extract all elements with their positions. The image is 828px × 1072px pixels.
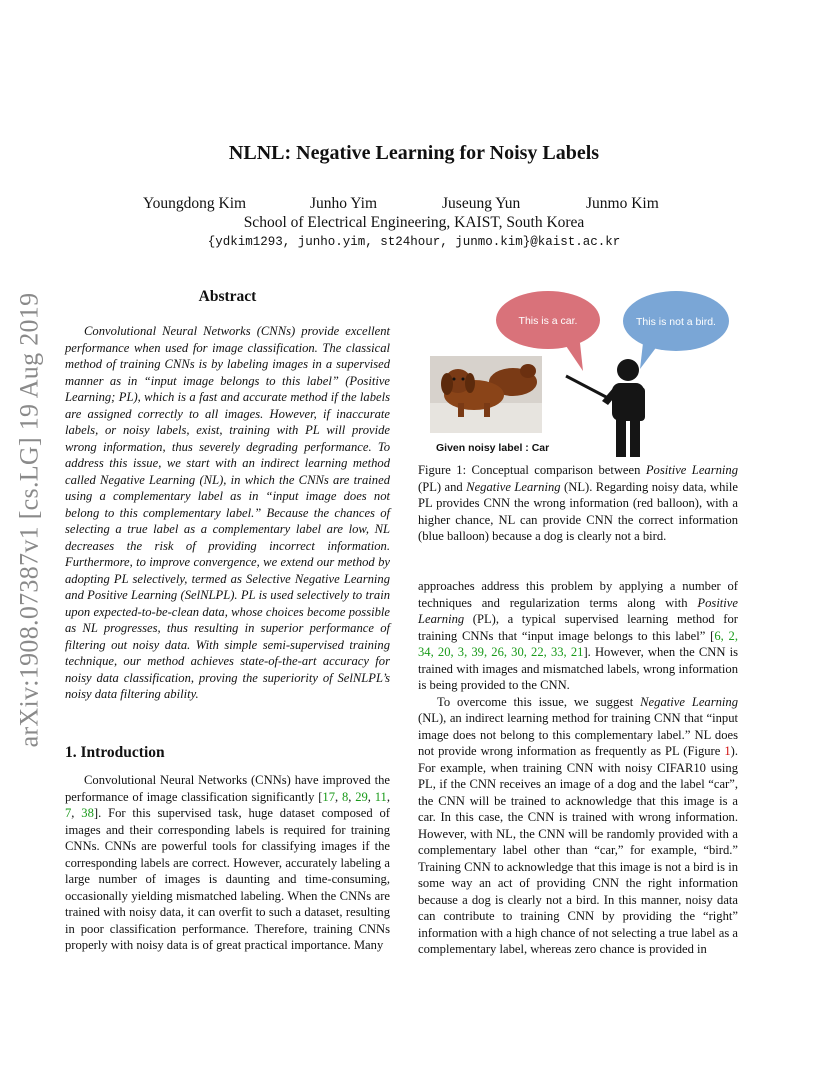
intro-paragraph-2: approaches address this problem by applying a number of techniques and regularization terms along with Positive Learning (PL), a typical supervised learning method for training CNNs that “input image belongs to this label” [6, 2, 34, 20, 3, 39, 26, 30, 22, 33, 21]. However, when the CNN is trained with images and mismatched labels, wrong information is being provided to the CNN. [418,579,739,692]
person-icon [602,359,645,457]
citation-link[interactable]: 7 [65,806,72,820]
red-balloon-text: This is a car. [518,315,578,327]
arxiv-watermark [8,283,50,757]
figure-1-caption: Figure 1: Conceptual comparison between Positive Learning (PL) and Negative Learning (NL). Regarding noisy data, while PL provides CNN the wrong information (red balloon), with a higher chance, NL can provide CNN the correct information (blue balloon) because a dog is clearly not a bird. [418,463,739,543]
citation-links[interactable]: 6, 2, 34, 20, 3, 39, 26, 30, 22, 33, 21 [418,628,738,659]
intro-paragraph-3: To overcome this issue, we suggest Negative Learning (NL), an indirect learning method for training CNN that “input image does not belong to this complementary label.” NL does not provide wrong information as frequently as PL (Figure 1). For example, when training CNN with noisy CIFAR10 using PL, if the CNN receives an image of a dog and the label “car”, the CNN will be trained to acknowledge that this image is a car. In this case, the CNN is trained with wrong information. However, with NL, the CNN will be randomly provided with a complementary label other than “car,” for example, “bird.” Training CNN to acknowledge that this image is not a bird is in some way an act of providing CNN the right information because a dog is clearly not a bird. In this manner, noisy data can contribute to training CNN by providing the “right” information with a high chance of not selecting a true label as a complementary label, whereas zero chance is provided in [418,694,738,956]
intro-body [65,772,390,954]
arxiv-watermark-text: arXiv:1908.07387v1 [cs.LG] 19 Aug 2019 [14,292,44,748]
figure-reference-link[interactable]: 1 [724,744,731,758]
abstract-body [65,323,390,703]
abstract-text: Convolutional Neural Networks (CNNs) provide excellent performance when used for image classification. The classical method of training CNNs is by labeling images in a supervised manner as in “input image belongs to this label” (Positive Learning; PL), which is a fast and accurate method if the labels are assigned correctly to all images. However, if inaccurate labels, or noisy labels, exist, training with PL will provide wrong information, thus severely degrading performance. To address this issue, we start with an indirect learning method called Negative Learning (NL), in which the CNNs are trained using a complementary label as in “input image does not belong to this complementary label.” Because the chances of selecting a true label as a complementary label are low, NL decreases the risk of providing incorrect information. Furthermore, to improve convergence, we extend our method by adopting PL selectively, termed as Selective Negative Learning and Positive Learning (SelNLPL). PL is used selectively to train upon expected-to-be-clean data, whose choices become possible as NL progresses, thus resulting in superior performance of filtering out noisy data. With simple semi-supervised training technique, our method achieves state-of-the-art accuracy for noisy data classification, proving the superiority of SelNLPL’s noisy data filtering ability. [65,324,390,701]
citation-link[interactable]: 29 [355,789,368,804]
citation-link[interactable]: 11 [374,789,387,804]
affiliation: School of Electrical Engineering, KAIST, South Korea [243,214,585,231]
figure-1 [418,283,738,458]
intro-right-column [418,578,738,958]
given-noisy-label: Given noisy label : Car [436,442,550,454]
paper-title: NLNL: Negative Learning for Noisy Labels [228,142,600,164]
blue-balloon [623,291,729,369]
citation-link[interactable]: 17 [322,789,336,804]
intro-heading: 1. Introduction [65,744,165,761]
blue-balloon-text: This is not a bird. [636,316,716,328]
intro-paragraph-1: Convolutional Neural Networks (CNNs) have improved the performance of image classification significantly [17, 8, 29, 11, 7, 38]. For this supervised task, huge dataset composed of images and their corresponding labels is required for training CNNs. CNNs are powerful tools for classifying images if the corresponding labels are correct. However, accurately labeling a large number of images is daunting and time-consuming, occasionally yielding mismatched labeling. When the CNNs are trained with noisy data, it can overfit to such a dataset, resulting in poor classification performance. Therefore, training CNNs properly with noisy data is of great practical importance. Many [65,773,391,952]
citation-link[interactable]: 8 [341,789,349,804]
dog-photo [430,356,542,433]
author-3: Juseung Yun [442,195,521,212]
citation-link[interactable]: 38 [81,806,94,820]
author-4: Junmo Kim [586,195,659,212]
author-2: Junho Yim [310,195,378,212]
abstract-heading: Abstract [198,288,257,305]
author-emails: {ydkim1293, junho.yim, st24hour, junmo.kim}@kaist.ac.kr [207,235,621,249]
pointer-stick [566,376,608,398]
author-1: Youngdong Kim [143,195,247,212]
figure-1-illustration [418,283,738,458]
